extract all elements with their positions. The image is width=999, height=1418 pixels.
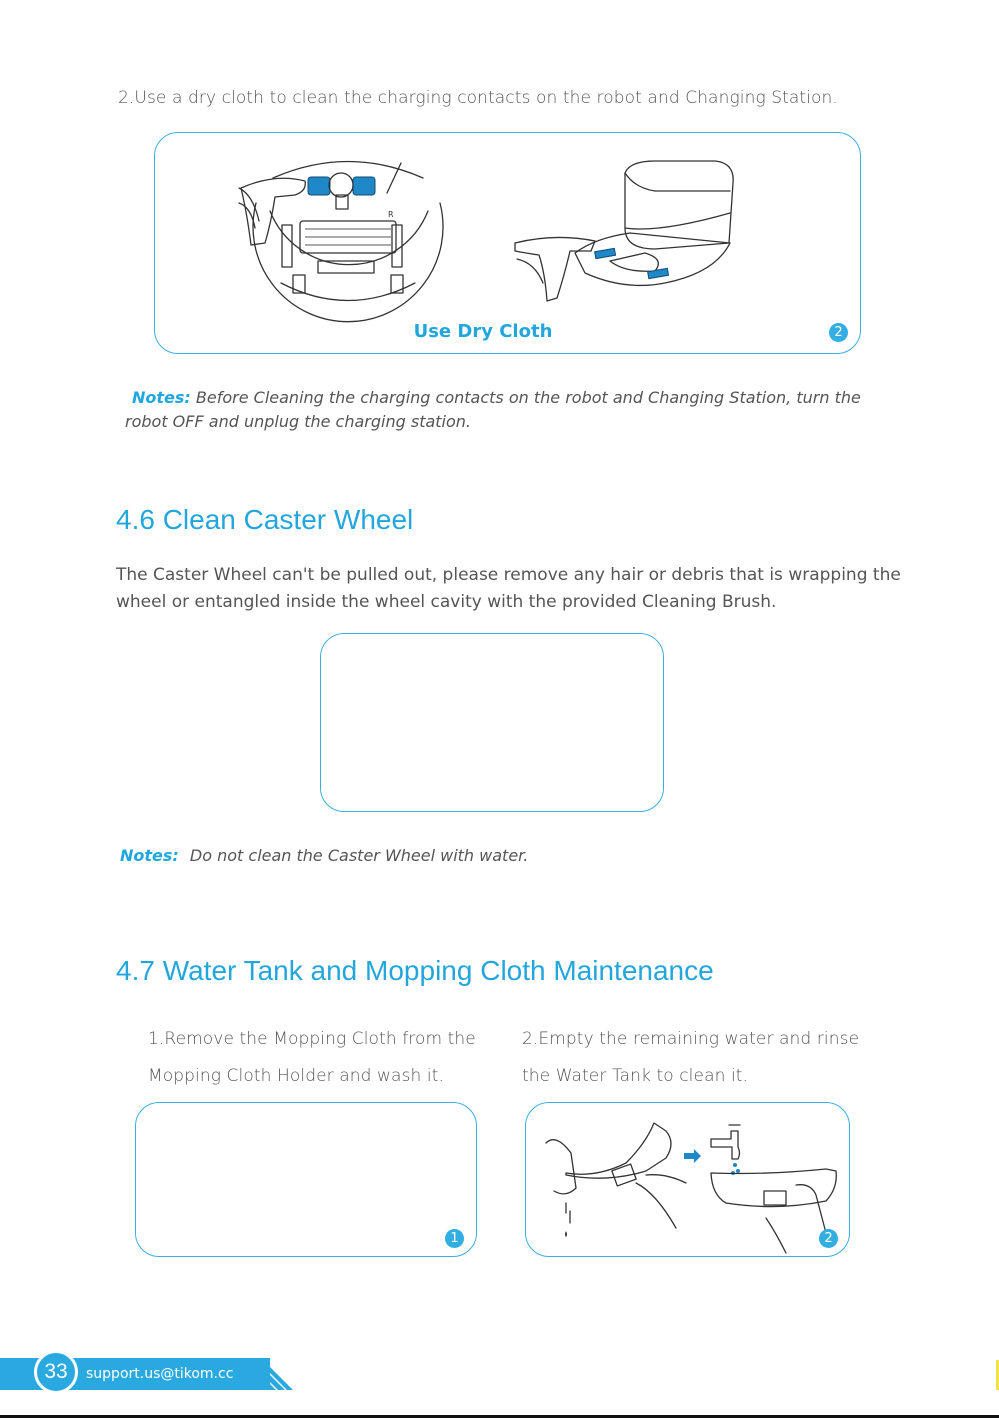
caster-note: [120, 846, 528, 865]
step1-line1: 1.Remove the Mopping Cloth from the: [148, 1029, 476, 1049]
dry-cloth-caption: Use Dry Cloth: [413, 321, 553, 342]
caster-body-line2: wheel or entangled inside the wheel cavity with the provided Cleaning Brush.: [116, 592, 777, 612]
robot-mark-r: R: [388, 210, 394, 219]
charging-note-line2: robot OFF and unplug the charging station.: [125, 412, 472, 431]
footer-stripes-icon: [236, 1355, 296, 1393]
figure-badge-2b: 2: [819, 1229, 838, 1248]
note-label: Notes:: [132, 388, 191, 407]
charging-note-line1: [132, 388, 861, 407]
step1-line2: Mopping Cloth Holder and wash it.: [148, 1066, 444, 1086]
caster-note-label: Notes:: [120, 846, 179, 865]
caster-wheel-heading: 4.6 Clean Caster Wheel: [116, 504, 414, 535]
step2-line1: 2.Empty the remaining water and rinse: [522, 1029, 860, 1049]
figure-badge-1: 1: [445, 1229, 464, 1248]
charging-station: [515, 161, 733, 301]
cleaning-contacts-illustration: [155, 133, 859, 352]
figure-badge-2: 2: [829, 323, 848, 342]
step-2-charging-contacts: 2.Use a dry cloth to clean the charging contacts on the robot and Changing Station.: [118, 88, 838, 108]
caster-body-line1: The Caster Wheel can't be pulled out, please remove any hair or debris that is wrapping the: [116, 565, 901, 585]
caster-note-text: Do not clean the Caster Wheel with water.: [189, 846, 529, 865]
dry-cloth-figure: [154, 132, 861, 354]
rinse-water-tank-illustration: [526, 1103, 848, 1255]
support-email: support.us@tikom.cc: [86, 1366, 234, 1382]
water-tank-figure: [525, 1102, 850, 1257]
page-number: 33: [44, 1360, 68, 1383]
robot-bottom-view: [239, 162, 443, 322]
step2-line2: the Water Tank to clean it.: [522, 1066, 749, 1086]
water-tank-heading: 4.7 Water Tank and Mopping Cloth Maintenance: [116, 955, 714, 986]
caster-wheel-figure: [320, 633, 664, 812]
mopping-cloth-figure: [135, 1102, 477, 1257]
charging-note-text: Before Cleaning the charging contacts on the robot and Changing Station, turn the: [195, 388, 861, 407]
